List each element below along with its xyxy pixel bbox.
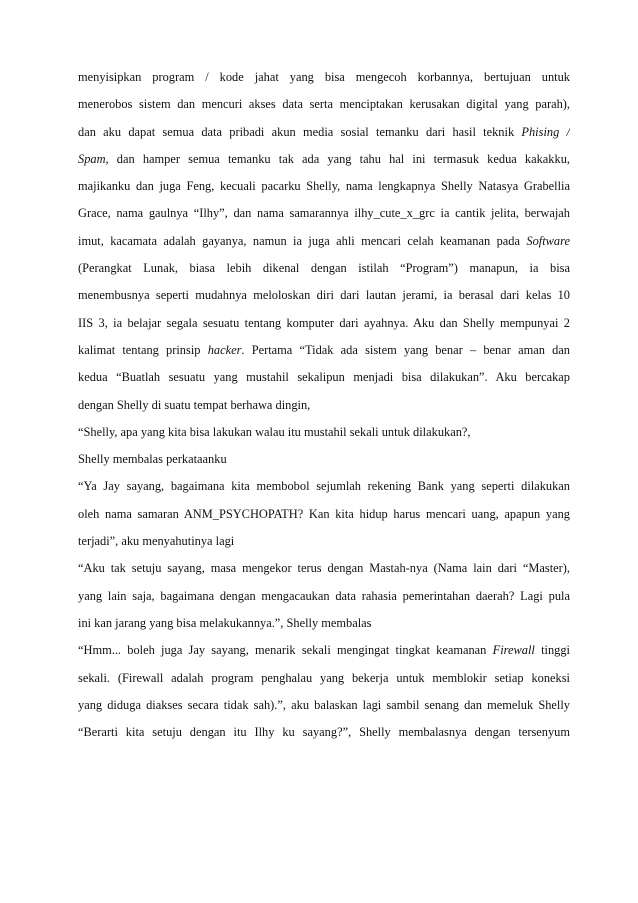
text-line <box>78 392 570 419</box>
text-line <box>78 719 570 746</box>
text-line <box>78 637 570 664</box>
italic-term-software: Software <box>526 233 570 248</box>
text-line <box>78 473 570 500</box>
text-run: menerobos sistem dan mencuri akses data serta menciptakan kerusakan digital yang parah), <box>78 97 570 112</box>
text-run: sekali. (Firewall adalah program penghalau yang bekerja untuk memblokir setiap koneksi <box>78 670 570 685</box>
text-line <box>78 555 570 582</box>
text-run: imut, kacamata adalah gayanya, namun ia juga ahli mencari celah keamanan pada <box>78 233 520 248</box>
text-line <box>78 173 570 200</box>
text-line <box>78 200 570 227</box>
text-line <box>78 119 570 146</box>
text-line <box>78 228 570 255</box>
text-line <box>78 419 570 446</box>
text-run: tinggi <box>541 643 570 658</box>
text-run: majikanku dan juga Feng, kecuali pacarku Shelly, nama lengkapnya Shelly Natasya Grabellia <box>78 179 570 194</box>
text-line <box>78 146 570 173</box>
text-run: “Ya Jay sayang, bagaimana kita membobol sejumlah rekening Bank yang seperti dilakukan <box>78 479 570 494</box>
text-run: “Aku tak setuju sayang, masa mengekor terus dengan Mastah-nya (Nama lain dari “Master), <box>78 561 570 576</box>
italic-term-hacker: hacker <box>207 342 242 357</box>
text-run: dengan Shelly di suatu tempat berhawa dingin, <box>78 397 311 412</box>
text-run: . Pertama “Tidak ada sistem yang benar – benar aman dan <box>241 342 570 357</box>
text-run: oleh nama samaran ANM_PSYCHOPATH? Kan kita hidup harus mencari uang, apapun yang <box>78 506 570 521</box>
text-line <box>78 528 570 555</box>
text-run: Grace, nama gaulnya “Ilhy”, dan nama samarannya ilhy_cute_x_grc ia cantik jelita, berwajah <box>78 206 570 221</box>
text-run: “Hmm... boleh juga Jay sayang, menarik sekali mengingat tingkat keamanan <box>78 643 487 658</box>
document-body <box>78 64 570 746</box>
text-line <box>78 337 570 364</box>
text-run: dan aku dapat semua data pribadi akun media sosial temanku dari hasil teknik <box>78 124 515 139</box>
text-run: Shelly membalas perkataanku <box>78 452 227 467</box>
italic-term-spam: Spam <box>78 151 106 166</box>
text-run: ini kan jarang yang bisa melakukannya.”, Shelly membalas <box>78 615 372 630</box>
text-run: menyisipkan program / kode jahat yang bisa mengecoh korbannya, bertujuan untuk <box>78 70 570 84</box>
text-line <box>78 64 570 91</box>
text-line <box>78 310 570 337</box>
text-run: terjadi”, aku menyahutinya lagi <box>78 534 235 549</box>
text-run: yang lain saja, bagaimana dengan mengacaukan data rahasia pemerintahan daerah? Lagi pula <box>78 588 570 603</box>
text-line <box>78 501 570 528</box>
text-run: kedua “Buatlah sesuatu yang mustahil sekalipun menjadi bisa dilakukan”. Aku bercakap <box>78 370 570 385</box>
text-line <box>78 364 570 391</box>
text-line <box>78 692 570 719</box>
text-run: menembusnya seperti mudahnya meloloskan diri dari lautan jerami, ia berasal dari kelas 10 <box>78 288 570 303</box>
text-line <box>78 665 570 692</box>
text-run: (Perangkat Lunak, biasa lebih dikenal dengan istilah “Program”) manapun, ia bisa <box>78 261 570 276</box>
italic-term-firewall: Firewall <box>492 643 535 658</box>
text-run: yang diduga diakses secara tidak sah).”, aku balaskan lagi sambil senang dan memeluk Shelly <box>78 697 570 712</box>
text-line <box>78 446 570 473</box>
text-run: , dan hamper semua temanku tak ada yang tahu hal ini termasuk kedua kakakku, <box>105 151 570 166</box>
text-run: kalimat tentang prinsip <box>78 342 201 357</box>
italic-term-phising: Phising / <box>521 124 570 139</box>
text-line <box>78 255 570 282</box>
text-run: IIS 3, ia belajar segala sesuatu tentang komputer dari ayahnya. Aku dan Shelly mempunyai 2 <box>78 315 570 330</box>
text-line <box>78 583 570 610</box>
text-line <box>78 91 570 118</box>
text-line <box>78 282 570 309</box>
text-run: “Berarti kita setuju dengan itu Ilhy ku sayang?”, Shelly membalasnya dengan tersenyum <box>78 725 570 740</box>
text-line <box>78 610 570 637</box>
text-run: “Shelly, apa yang kita bisa lakukan walau itu mustahil sekali untuk dilakukan?, <box>78 424 471 439</box>
